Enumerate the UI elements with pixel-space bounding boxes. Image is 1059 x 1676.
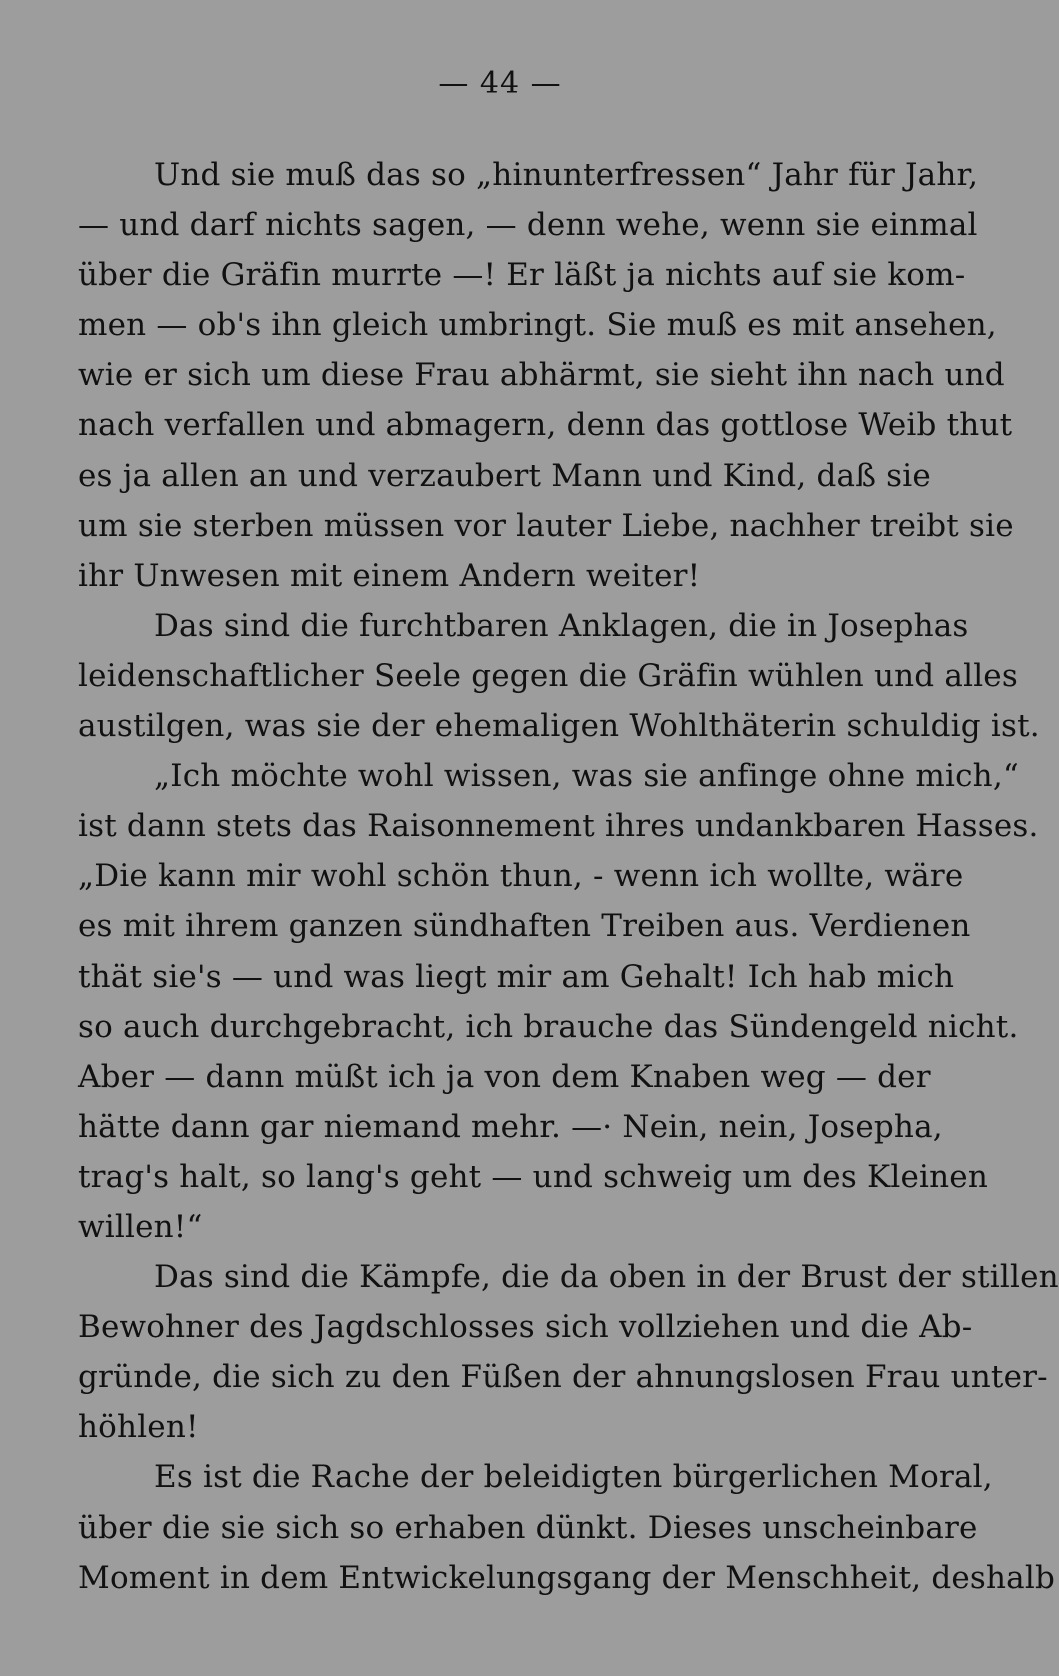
text-line: Moment in dem Entwickelungsgang der Menschheit, deshalb <box>78 1559 1056 1596</box>
text-line: — und darf nichts sagen, — denn wehe, wenn sie einmal <box>78 207 978 244</box>
text-line: Und sie muß das so „hinunterfressen“ Jahr für Jahr, <box>154 157 979 193</box>
text-line: willen!“ <box>78 1208 203 1245</box>
text-line: leidenschaftlicher Seele gegen die Gräfin wühlen und alles <box>78 657 1018 694</box>
text-line: ist dann stets das Raisonnement ihres undankbaren Hasses. <box>78 808 1039 845</box>
text-line: es mit ihrem ganzen sündhaften Treiben aus. Verdienen <box>78 908 971 945</box>
text-line: gründe, die sich zu den Füßen der ahnungslosen Frau unter- <box>78 1359 1048 1396</box>
text-line: über die sie sich so erhaben dünkt. Dieses unscheinbare <box>78 1509 978 1546</box>
text-line: men — ob's ihn gleich umbringt. Sie muß es mit ansehen, <box>78 307 997 344</box>
text-line: über die Gräfin murrte —! Er läßt ja nichts auf sie kom- <box>78 257 966 294</box>
text-line: Aber — dann müßt ich ja von dem Knaben weg — der <box>78 1058 931 1095</box>
text-line: Das sind die furchtbaren Anklagen, die in Josephas <box>154 607 969 644</box>
text-line: „Die kann mir wohl schön thun, - wenn ich wollte, wäre <box>78 858 964 895</box>
text-line: Bewohner des Jagdschlosses sich vollziehen und die Ab- <box>78 1309 973 1346</box>
text-line: Das sind die Kämpfe, die da oben in der Brust der stillen <box>154 1259 1059 1296</box>
text-line: ihr Unwesen mit einem Andern weiter! <box>78 557 701 594</box>
text-line: trag's halt, so lang's geht — und schweig um des Kleinen <box>78 1158 988 1195</box>
text-line: Es ist die Rache der beleidigten bürgerlichen Moral, <box>154 1459 993 1496</box>
text-line: höhlen! <box>78 1409 199 1446</box>
text-line: thät sie's — und was liegt mir am Gehalt! Ich hab mich <box>78 958 955 995</box>
text-line: nach verfallen und abmagern, denn das gottlose Weib thut <box>78 407 1013 444</box>
text-line: um sie sterben müssen vor lauter Liebe, nachher treibt sie <box>78 507 1014 544</box>
text-line: so auch durchgebracht, ich brauche das Sündengeld nicht. <box>78 1008 1019 1045</box>
text-line: es ja allen an und verzaubert Mann und Kind, daß sie <box>78 457 931 494</box>
body-text <box>78 150 1059 1603</box>
text-line: „Ich möchte wohl wissen, was sie anfinge ohne mich,“ <box>154 758 1019 795</box>
text-line: austilgen, was sie der ehemaligen Wohlthäterin schuldig ist. <box>78 708 1040 745</box>
page-number: — 44 — <box>438 66 562 101</box>
text-line: wie er sich um diese Frau abhärmt, sie sieht ihn nach und <box>78 357 1005 394</box>
text-line: hätte dann gar niemand mehr. —· Nein, nein, Josepha, <box>78 1108 943 1145</box>
